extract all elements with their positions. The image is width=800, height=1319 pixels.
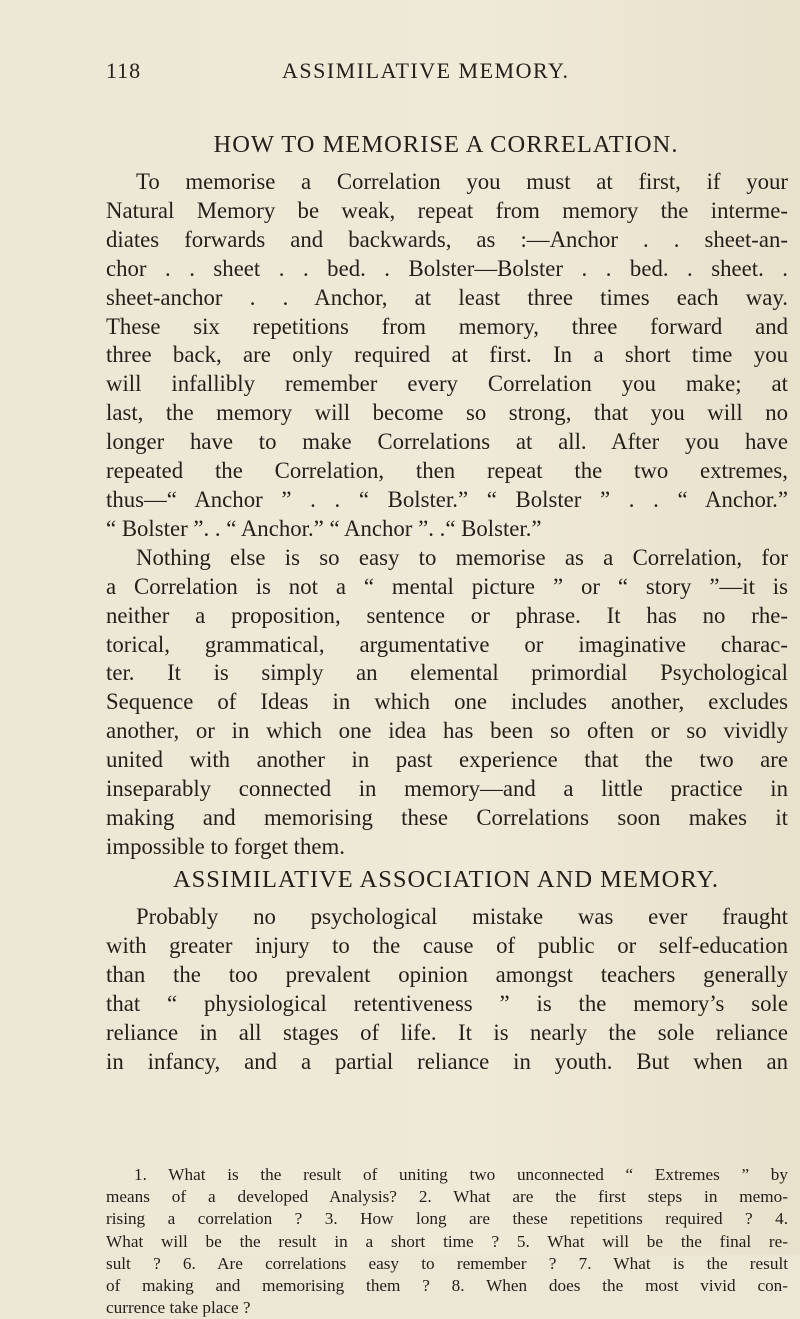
footnote-line: 1. What is the result of uniting two unconnected “ Extremes ” by <box>134 1165 788 1184</box>
text-line: ter. It is simply an elemental primordial Psychological <box>106 660 788 686</box>
text-line: than the too prevalent opinion amongst teachers generally <box>106 961 788 987</box>
text-line: inseparably connected in memory—and a little practice in <box>106 776 788 802</box>
text-line: “ Bolster ”. . “ Anchor.” “ Anchor ”. .“ Bolster.” <box>106 515 542 541</box>
text-line: with greater injury to the cause of public or self-education <box>106 932 788 958</box>
text-line: sheet-anchor . . Anchor, at least three times each way. <box>106 284 788 310</box>
section-body-association <box>106 903 788 1076</box>
running-title: ASSIMILATIVE MEMORY. <box>282 58 570 83</box>
text-line: Nothing else is so easy to memorise as a Correlation, for <box>136 544 788 570</box>
text-line: longer have to make Correlations at all. After you have <box>106 429 788 455</box>
text-line: To memorise a Correlation you must at first, if your <box>136 169 788 194</box>
text-line: a Correlation is not a “ mental picture ” or “ story ”—it is <box>106 573 788 599</box>
text-line: impossible to forget them. <box>106 833 345 859</box>
footnote-questions <box>106 1164 788 1319</box>
text-line: Sequence of Ideas in which one includes another, excludes <box>106 689 788 715</box>
text-line: last, the memory will become so strong, that you will no <box>106 400 788 426</box>
text-line: another, or in which one idea has been so often or so vividly <box>106 718 788 744</box>
section-title-correlation: HOW TO MEMORISE A CORRELATION. <box>213 131 679 158</box>
text-line: that “ physiological retentiveness ” is the memory’s sole <box>106 990 788 1016</box>
text-line: reliance in all stages of life. It is nearly the sole reliance <box>106 1019 788 1045</box>
footnote-line: means of a developed Analysis? 2. What are the first steps in memo- <box>106 1187 788 1207</box>
text-line: united with another in past experience that the two are <box>106 747 788 773</box>
footnote-line: rising a correlation ? 3. How long are these repetitions required ? 4. <box>106 1209 788 1229</box>
page-number: 118 <box>106 58 142 83</box>
footnote-line: of making and memorising them ? 8. When does the most vivid con- <box>106 1276 788 1296</box>
section-title-association: ASSIMILATIVE ASSOCIATION AND MEMORY. <box>172 866 720 893</box>
text-line: in infancy, and a partial reliance in youth. But when an <box>106 1048 788 1074</box>
text-line: torical, grammatical, argumentative or imaginative charac- <box>106 631 788 657</box>
text-line: repeated the Correlation, then repeat the two extremes, <box>106 458 788 484</box>
text-line: Natural Memory be weak, repeat from memory the interme- <box>106 197 788 223</box>
text-line: making and memorising these Correlations soon makes it <box>106 804 788 830</box>
text-line: neither a proposition, sentence or phrase. It has no rhe- <box>106 602 788 628</box>
text-line: will infallibly remember every Correlation you make; at <box>106 371 788 397</box>
text-line: three back, are only required at first. In a short time you <box>106 342 788 368</box>
footnote-line: sult ? 6. Are correlations easy to remember ? 7. What is the result <box>106 1253 788 1273</box>
text-line: thus—“ Anchor ” . . “ Bolster.” “ Bolster ” . . “ Anchor.” <box>106 486 788 512</box>
section-body-correlation <box>106 168 788 862</box>
footnote-line: currence take place ? <box>106 1298 251 1318</box>
footnote-line: What will be the result in a short time ? 5. What will be the final re- <box>106 1231 788 1251</box>
text-line: diates forwards and backwards, as :—Anchor . . sheet-an- <box>106 226 788 252</box>
text-line: chor . . sheet . . bed. . Bolster—Bolster . . bed. . sheet. . <box>106 255 788 281</box>
text-line: Probably no psychological mistake was ever fraught <box>136 904 788 929</box>
text-line: These six repetitions from memory, three forward and <box>106 313 788 339</box>
